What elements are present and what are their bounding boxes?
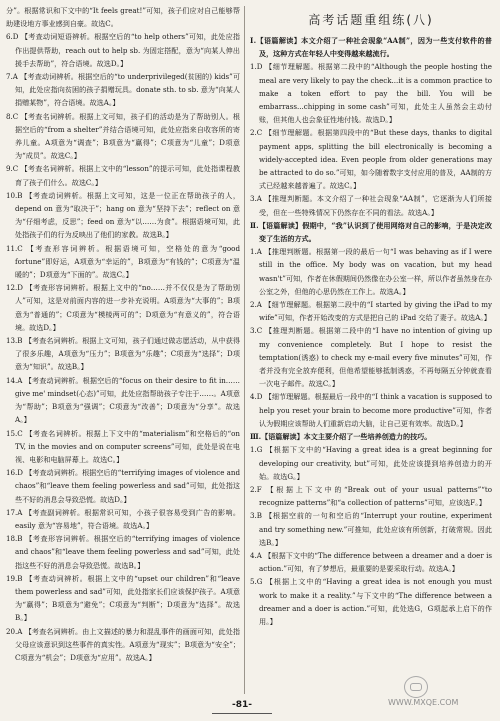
answer-item: 1.A 【推理判断题。根据第一段的最后一句“I was behaving as if I were still in the office. My body was on vacation, but my head wasn't”可知，作者在休假期间仍然像在办公室一样，所以作者虽然身在办公室之外，但他的心思仍然在工作上。故选A。】 [250, 247, 492, 296]
answer-item: 2.F 【根据上下文中的“Break out of your usual patterns”“to recognize patterns”和“a collection of patterns”可知，应该选F。】 [250, 484, 492, 508]
answer-item: 3.B 【根据空前的一句和空后的“Interrupt your routine, experiment and try something new.”可推知，此处应该有所创新，打破常规。因此选B。】 [250, 511, 492, 547]
answer-item: 12.D 【考查形容词辨析。根据上文中的“no……并不仅仅是为了帮助别人”可知，这是对前面内容的进一步补充说明。A项意为“大事的”；B项意为“普通的”；C项意为“模棱两可的”；D项意为“有意义的”，符合语境。故选D。】 [6, 283, 240, 332]
answer-item: 9.C 【考查名词辨析。根据上文中的“lesson”的提示可知，此处指课程教育了孩子们什么。故选C。】 [6, 164, 240, 187]
passage-summary: Ⅰ.【语篇解读】本文介绍了一种社会现象“AA制”，因为一些支付软件的普及，这种方式在年轻人中变得越来越流行。 [250, 36, 492, 59]
answer-item: 7.A 【考查动词辨析。根据空后的“to underprivileged(贫困的) kids”可知，此处应指向贫困的孩子捐赠玩具。donate sth. to sb. 意为“向某人捐赠某物”，符合语境。故选A。】 [6, 72, 240, 108]
answer-item: 3.C 【推理判断题。根据第二段中的“I have no intention of giving up my convenience completely. But I hope to resist the temptation(诱惑) to check my e-mail every five minutes”可知，作者并没有完全放弃便利，但他希望能够抵制诱惑，不再每隔五分钟就查看一次电子邮件。故选C。】 [250, 326, 492, 389]
watermark-logo-icon [404, 676, 428, 698]
answer-item: 10.B 【考查动词辨析。根据上文可知，这是一位正在帮助孩子的人，depend on 意为“取决于”；hang on 意为“坚持下去”；reflect on 意为“仔细考虑，反思”；feed on 意为“以……为食”。根据语境可知，此处指孩子们的行为反映出了他们的家教。故选B。】 [6, 190, 240, 240]
answer-item: 18.B 【考查形容词辨析。根据空后的“terrifying images of violence and chaos”和“leave them feeling powerless and sad”可知，此处指这些不好的消息会导致恐慌。故选B。】 [6, 534, 240, 570]
answer-item: 17.A 【考查副词辨析。根据常识可知，小孩子很容易受到广告的影响。easily 意为“容易地”，符合语境。故选A。】 [6, 507, 240, 530]
answer-item: 11.C 【考查形容词辨析。根据语境可知，空格处的意为“good fortune”即好运，A项意为“幸运的”，B项意为“有钱的”；C项意为“温暖的”；D项意为“下面的”。故选C。】 [6, 243, 240, 280]
section-title: 高考话题重组练(八) [308, 13, 434, 27]
right-column [250, 4, 492, 628]
answer-item: 4.A 【根据下文中的“The difference between a dreamer and a doer is action.”可知，有了梦想后，最重要的是要采取行动。故选A。】 [250, 550, 492, 574]
watermark-text: WWW.MXQE.COM [388, 698, 459, 707]
answer-item: 2.C 【细节理解题。根据第四段中的“But these days, thanks to digital payment apps, splitting the bill electronically is becoming a widely-accepted idea. Even people from older generations may be attracted to do so.”可知，如今随着数字支付应用的普及，AA制的方式已经越来越普遍了。故选C。】 [250, 128, 492, 191]
answer-item: 19.B 【考查动词辨析。根据上文中的“upset our children”和“leave them powerless and sad”可知，此处指家长们应该保护孩子。A项意为“赢得”；B项意为“避免”；C项意为“判断”；D项意为“选择”。故选B。】 [6, 573, 240, 623]
left-column [6, 4, 240, 664]
answer-item: 1.G 【根据下文中的“Having a great idea is a great beginning for developing our creativity, but”可知，此处应该提到培养创造力的开始。故选G。】 [250, 445, 492, 481]
right-column-body [250, 34, 492, 628]
answer-item: 8.C 【考查名词辨析。根据上文可知，孩子们的活动是为了帮助别人。根据空后的“from a shelter”并结合语境可知，此处应指来自收容所的寄养儿童。A项意为“调查”；B项意为“赢得”；C项意为“儿童”；D项意为“成员”。故选C。】 [6, 111, 240, 161]
column-divider [244, 6, 245, 694]
answer-item: 6.D 【考查动词短语辨析。根据空后的“to help others”可知，此处应指作出提供帮助，reach out to help sb. 为固定搭配，意为“向某人伸出援手去帮助”，符合语境。故选D。】 [6, 32, 240, 68]
answer-item: 2.A 【细节理解题。根据第二段中的“I started by giving the iPad to my wife”可知，作者开始改变的方式是把自己的 iPad 交给了妻子。故选A。】 [250, 300, 492, 323]
answer-item: 15.C 【考查名词辨析。根据上下文中的“materialism”和空格后的“on TV, in the movies and on computer screens”可知，此处是说在电视、电影和电脑屏幕上。故选C。】 [6, 428, 240, 464]
passage-summary: Ⅲ.【语篇解读】本文主要介绍了一些培养创造力的技巧。 [250, 432, 432, 442]
answer-item: 1.D 【细节理解题。根据第二段中的“Although the people hosting the meal are very likely to pay the check...it is a common practice to make a token effort to pay the bill. You will be embarrass...chipping in some cash”可知，此处主人虽然会主动付账，但其他人也会象征性地付钱。故选D。】 [250, 62, 492, 125]
answer-item: 14.A 【考查动词辨析。根据空后的“focus on their desire to fit in……give me' mindset(心态)”可知，此处应指帮助孩子专注于……。A项意为“帮助”；B项意为“强调”；C项意为“改善”；D项意为“分享”。故选A。】 [6, 375, 240, 425]
answer-item: 5.G 【根据上文中的“Having a great idea is not enough you must work to make it a reality.”与下文中的“The difference between a dreamer and a doer is action.”可知，此处选G，G项起承上启下的作用。】 [250, 577, 492, 626]
passage-summary: Ⅱ.【语篇解读】假期中，“我”认识到了使用网络对自己的影响，于是决定改变了生活的方式。 [250, 220, 492, 244]
answer-item: 3.A 【推理判断题。本文介绍了一种社会现象“AA制”，它逐渐为人们所接受，但在一些特殊情况下仍然存在不同的看法。故选A。】 [250, 194, 492, 217]
answer-item: 13.B 【考查名词辨析。根据上文可知，孩子们通过做志愿活动，从中获得了很多乐趣，A项意为“压力”；B项意为“乐趣”；C项意为“选择”；D项意为“知识”。故选B。】 [6, 336, 240, 372]
answer-item: 20.A 【考查名词辨析。由上文描述的暴力和混乱事件的画面可知，此处指父母应该意识到这些事件的真实性。A项意为“现实”；B项意为“安全”；C项意为“机会”；D项意为“应用”。故选A。】 [6, 626, 240, 662]
page-number: -81- [232, 700, 252, 710]
answer-item: 16.D 【考查动词辨析。根据空后的“terrifying images of violence and chaos”和“leave them feeling powerless and sad”可知，此处指这些不好的消息会导致恐慌。故选D。】 [6, 468, 240, 504]
answer-item: 4.D 【细节理解题。根据最后一段中的“I think a vacation is supposed to help you reset your brain to become more productive”可知，作者认为假期应该帮助人们重新启动大脑，让自己更有效率。故选D。】 [250, 392, 492, 428]
answer-item: 分”。根据常识和下文中的“It feels great!”可知，孩子们应对自己能够帮助建设地方事业感到自豪。故选C。 [6, 6, 240, 29]
page-number-rule [212, 713, 272, 714]
